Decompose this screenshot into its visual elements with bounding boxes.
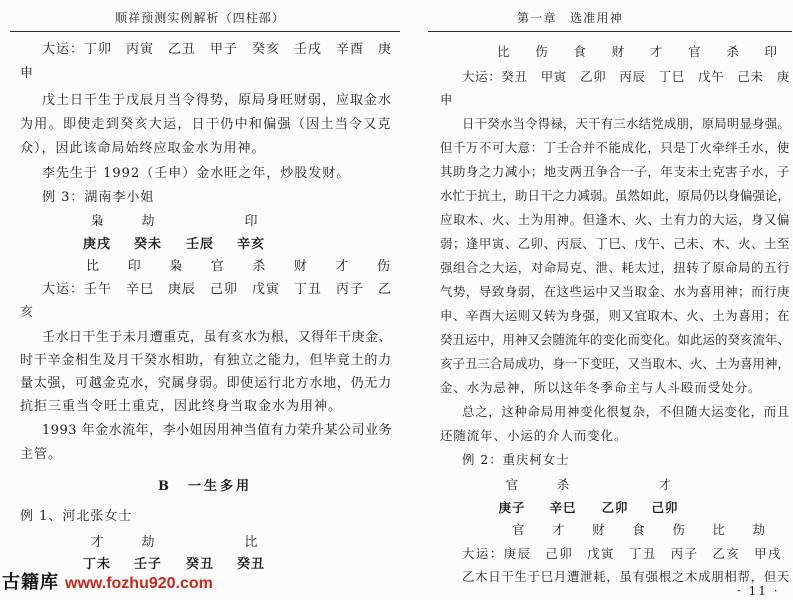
example-3-stem-gods — [0, 212, 410, 232]
paragraph-line: 应取木、火、土为用神。但逢木、火、土有力的大运，身又偏 — [440, 212, 790, 227]
pillar: 丁未 — [82, 557, 111, 572]
paragraph-line: 主管。 — [20, 447, 63, 462]
dayun-god: 食 — [632, 522, 645, 537]
dayun-god: 杀 — [252, 259, 266, 274]
dayun-god: 食 — [573, 44, 586, 59]
example-3-title: 例 3：湖南李小姐 — [42, 190, 155, 205]
pillar: 辛巳 — [549, 500, 577, 515]
paragraph-line: 壬水日干生于未月遭重克，虽有亥水为根，又得年干庚金、 — [42, 330, 392, 345]
example-2-title: 例 2：重庆柯女士 — [462, 452, 570, 467]
running-head: 顺祥预测实例解析（四柱部） — [115, 11, 285, 25]
dayun-line: 大运：壬午 辛巳 庚辰 己卯 戊寅 丁丑 丙子 乙 — [42, 282, 392, 297]
dayun-god: 官 — [688, 44, 701, 59]
stem-god: 劫 — [141, 214, 155, 229]
dayun-line: 大运：庚辰 己卯 戊寅 丁丑 丙子 乙亥 甲戌 — [462, 546, 782, 561]
paragraph-line: 申、辛酉大运则又转为身强，则又宜取木、火、土为喜用；在 — [440, 308, 790, 323]
dayun-god: 比 — [86, 259, 100, 274]
dayun-line: 大运：癸丑 甲寅 乙卯 丙辰 丁巳 戊午 己未 庚 — [462, 69, 790, 84]
dayun-god: 才 — [335, 259, 349, 274]
stem-god: 才 — [90, 535, 104, 550]
running-head: 第一章 选准用神 — [517, 11, 623, 25]
example-1-stem-gods — [0, 533, 410, 553]
paragraph-line: 强组合之大运，对命局克、泄、耗太过，扭转了原命局的五行 — [440, 260, 790, 275]
stem-god: 枭 — [90, 214, 104, 229]
example-2-pillars — [412, 498, 793, 518]
dayun-god: 伤 — [376, 259, 390, 274]
paragraph-line: 还随流年、小运的介人而变化。 — [440, 428, 628, 443]
right-page — [412, 0, 793, 600]
dayun-god: 才 — [552, 522, 565, 537]
header-rule — [428, 31, 792, 32]
dayun-god: 官 — [210, 259, 224, 274]
stem-god: 印 — [244, 214, 258, 229]
dayun-gods — [497, 42, 777, 62]
dayun-god: 伤 — [672, 522, 685, 537]
dayun-god: 杀 — [726, 44, 739, 59]
stem-god: 官 — [505, 477, 519, 492]
pillar: 己卯 — [651, 500, 679, 515]
dayun-god: 比 — [712, 522, 725, 537]
dayun-god: 劫 — [752, 522, 765, 537]
paragraph-line: 总之，这种命局用神变化很复杂，不但随大运变化，而且 — [462, 404, 790, 419]
dayun-god: 印 — [764, 44, 777, 59]
dayun-god: 印 — [127, 259, 141, 274]
dayun-god: 才 — [649, 44, 663, 59]
dayun-wrap: 亥 — [20, 305, 35, 320]
example-3-pillars — [0, 235, 410, 255]
dayun-god: 官 — [512, 522, 525, 537]
pillar: 癸丑 — [185, 557, 214, 572]
paragraph-line: 为用。即使走到癸亥大运，日干仍中和偏强（因土当令又克 — [20, 117, 392, 132]
example-3-dayun-gods — [86, 257, 390, 277]
stem-god: 杀 — [556, 477, 570, 492]
paragraph-line: 气势，导致身弱，在这些运中又当取金、水为喜用神；而行庚 — [440, 284, 790, 299]
paragraph-line: 日干癸水当令得禄，天干有三水结党成朋，原局明显身强。 — [462, 116, 791, 131]
dayun-wrap: 申 — [440, 92, 454, 107]
dayun-god: 枭 — [169, 259, 183, 274]
dayun-line: 大运：丁卯 丙寅 乙丑 甲子 癸亥 壬戌 辛酉 庚 — [42, 42, 392, 57]
pillar: 壬辰 — [185, 237, 214, 252]
watermark-url: www.fozhu920.com — [65, 575, 213, 592]
paragraph-line: 乙木日干生于巳月遭泄耗，虽有强根之木成朋相帮，但天 — [462, 569, 790, 584]
example-1-title: 例 1、河北张女士 — [20, 509, 133, 524]
pillar: 癸丑 — [236, 557, 265, 572]
watermark-name: 古籍库 — [2, 572, 59, 593]
pillar: 庚戌 — [82, 237, 111, 252]
paragraph-line: 时干辛金相生及月干癸水相助，有独立之能力，但毕竟土的力 — [20, 353, 392, 368]
paragraph-line: 抗拒三重当令旺土重克，因此终身当取金水为用神。 — [20, 399, 343, 414]
dayun-god: 财 — [592, 522, 605, 537]
example-2-stem-gods — [412, 475, 793, 495]
paragraph-line: 水忙于抗土，助日干之力减弱。虽然如此，原局仍以身偏强论， — [440, 188, 790, 203]
pillar: 壬子 — [133, 557, 162, 572]
dayun-wrap: 申 — [20, 66, 35, 81]
paragraph-line: 癸丑运中，用神又会随流年的变化而变化。如此运的癸亥流年、 — [440, 332, 790, 347]
paragraph-line: 众），因此该命局始终应取金水为用神。 — [20, 141, 266, 156]
pillar: 庚子 — [498, 500, 526, 515]
stem-god: 比 — [244, 535, 258, 550]
paragraph-line: 1993 年金水流年，李小姐因用神当值有力荣升某公司业务 — [42, 423, 392, 438]
paragraph-line: 其助身之力减小；地支两丑争合一子，年支未土克害子水，子 — [440, 164, 790, 179]
page-number: · 11 · — [737, 584, 780, 598]
paragraph-line: 戊土日干生于戊辰月当令得势，原局身旺财弱，应取金水 — [42, 93, 392, 108]
stem-god: 才 — [658, 477, 672, 492]
paragraph-line: 弱；逢甲寅、乙卯、丙辰、丁巳、戊午、己未、木、火、土至 — [440, 236, 790, 251]
dayun-god: 财 — [293, 259, 307, 274]
example-2-dayun-gods — [512, 520, 765, 540]
note-line: 李先生于 1992（壬申）金水旺之年，炒股发财。 — [42, 166, 351, 181]
paragraph-line: 量太强，可越金克水，究属身弱。即使运行北方水地，仍无力 — [20, 376, 392, 391]
dayun-god: 财 — [611, 44, 625, 59]
pillar: 乙卯 — [601, 500, 629, 515]
dayun-god: 比 — [497, 44, 510, 59]
header-rule — [10, 31, 400, 32]
section-heading: B 一生多用 — [158, 479, 252, 494]
dayun-god: 伤 — [535, 44, 548, 59]
paragraph-line: 金、水为忌神，所以这年冬季命主与人斗殴而受处分。 — [440, 380, 762, 395]
pillar: 癸未 — [133, 237, 162, 252]
paragraph-line: 但千万不可大意：丁壬合并不能成化，只是丁火牵绊壬水，使 — [440, 140, 790, 155]
site-watermark — [2, 571, 213, 595]
paragraph-line: 亥子丑三合局成功，身一下变旺，又当取木、火、土为喜用神， — [440, 356, 790, 371]
pillar: 辛亥 — [236, 237, 265, 252]
stem-god: 劫 — [141, 535, 155, 550]
